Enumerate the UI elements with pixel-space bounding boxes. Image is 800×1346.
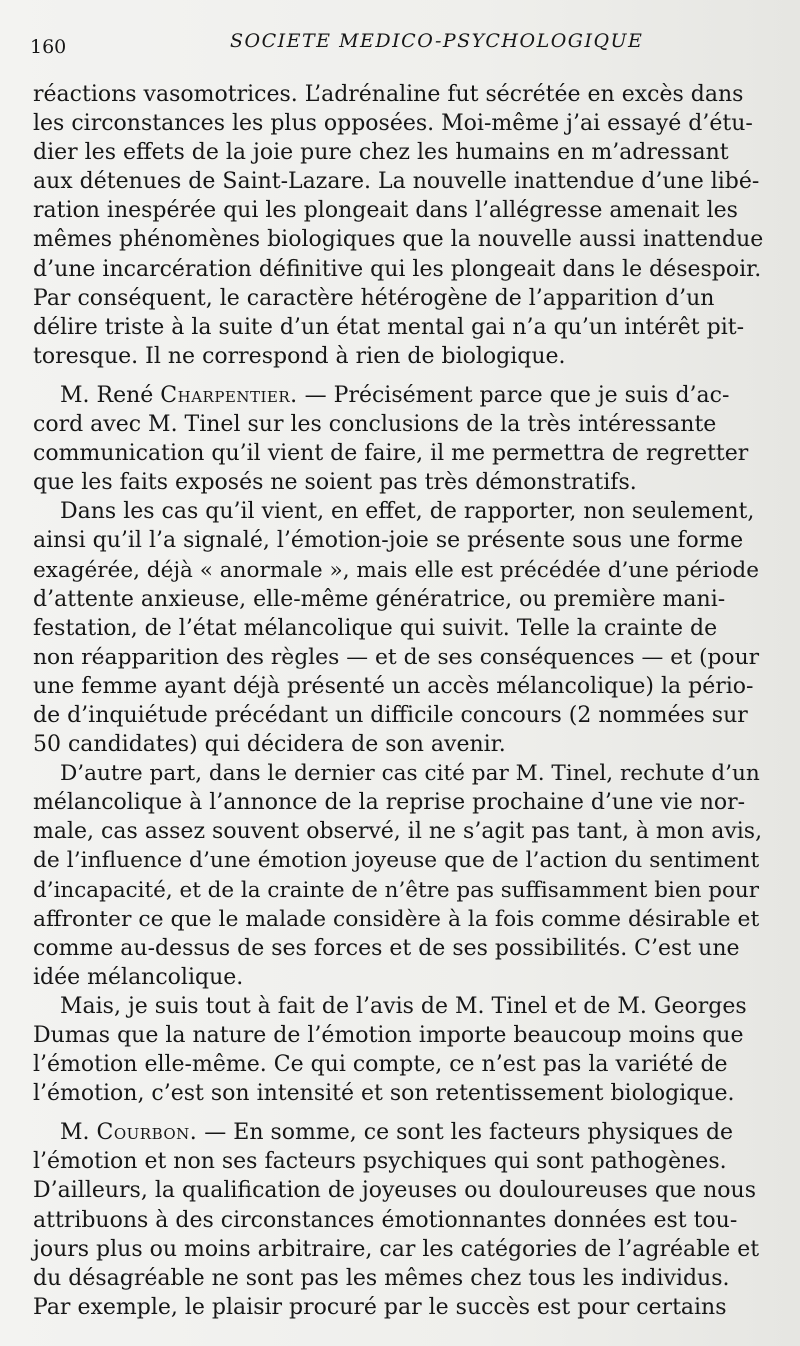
text-line: comme au-dessus de ses forces et de ses possibilités. C’est une: [33, 935, 740, 961]
text-span: — En somme, ce sont les facteurs physiques de: [197, 1120, 734, 1146]
speaker-prefix: M.: [60, 1120, 97, 1146]
text-line: une femme ayant déjà présenté un accès mélancolique) la pério-: [33, 673, 754, 699]
text-line: que les faits exposés ne soient pas très démonstratifs.: [33, 470, 637, 496]
text-line: l’émotion, c’est son intensité et son retentissement biologique.: [33, 1081, 735, 1107]
text-line: ration inespérée qui les plongeait dans l’allégresse amenait les: [33, 198, 738, 224]
text-line: Dans les cas qu’il vient, en effet, de rapporter, non seulement,: [60, 499, 755, 525]
text-line: d’incapacité, et de la crainte de n’être pas suffisamment bien pour: [33, 877, 759, 903]
text-line: de d’inquiétude précédant un difficile concours (2 nommées sur: [33, 702, 748, 728]
text-line: cord avec M. Tinel sur les conclusions de la très intéressante: [33, 412, 717, 438]
text-line: mêmes phénomènes biologiques que la nouvelle aussi inattendue: [33, 227, 764, 253]
text-line: d’attente anxieuse, elle-même génératrice, ou première mani-: [33, 586, 726, 612]
text-line: délire triste à la suite d’un état mental gai n’a qu’un intérêt pit-: [33, 314, 745, 340]
text-line: mélancolique à l’annonce de la reprise prochaine d’une vie nor-: [33, 790, 746, 816]
text-line: Par conséquent, le caractère hétérogène de l’apparition d’un: [33, 285, 715, 311]
text-line: l’émotion et non ses facteurs psychiques qui sont pathogènes.: [33, 1149, 727, 1175]
text-line: dier les effets de la joie pure chez les humains en m’adressant: [33, 140, 729, 166]
paragraph: [33, 759, 763, 992]
paragraph: [33, 992, 763, 1108]
text-line: festation, de l’état mélancolique qui suivit. Telle la crainte de: [33, 615, 718, 641]
text-line: aux détenues de Saint-Lazare. La nouvelle inattendue d’une libé-: [33, 169, 760, 195]
text-line: l’émotion elle-même. Ce qui compte, ce n’est pas la variété de: [33, 1052, 728, 1078]
text-line: Mais, je suis tout à fait de l’avis de M. Tinel et de M. Georges: [60, 993, 747, 1019]
text-line: affronter ce que le malade considère à la fois comme désirable et: [33, 906, 760, 932]
page-header: [30, 28, 770, 62]
text-line: les circonstances les plus opposées. Moi-même j’ai essayé d’étu-: [33, 111, 753, 137]
text-line: [33, 1118, 763, 1147]
text-line: de l’influence d’une émotion joyeuse que de l’action du sentiment: [33, 848, 760, 874]
text-line: [33, 381, 763, 410]
page-number: 160: [30, 36, 67, 58]
body-text: [33, 80, 763, 1322]
paragraph: [33, 381, 763, 497]
speaker-name: Courbon.: [96, 1120, 198, 1146]
speaker-prefix: M. René: [60, 382, 161, 408]
paragraph: [33, 497, 763, 759]
paragraph: [33, 80, 763, 371]
text-line: jours plus ou moins arbitraire, car les catégories de l’agréable et: [33, 1236, 760, 1262]
text-line: attribuons à des circonstances émotionnantes données est tou-: [33, 1207, 738, 1233]
text-line: ainsi qu’il l’a signalé, l’émotion-joie se présente sous une forme: [33, 528, 744, 554]
text-line: male, cas assez souvent observé, il ne s’agit pas tant, à mon avis,: [33, 819, 763, 845]
text-line: exagérée, déjà « anormale », mais elle est précédée d’une période: [33, 557, 759, 583]
text-line: Par exemple, le plaisir procuré par le succès est pour certains: [33, 1294, 727, 1320]
text-line: idée mélancolique.: [33, 964, 244, 990]
text-line: d’une incarcération définitive qui les plongeait dans le désespoir.: [33, 256, 762, 282]
text-line: toresque. Il ne correspond à rien de biologique.: [33, 343, 566, 369]
running-title: SOCIETE MEDICO-PSYCHOLOGIQUE: [230, 30, 644, 52]
text-line: non réapparition des règles — et de ses conséquences — et (pour: [33, 644, 760, 670]
text-line: du désagréable ne sont pas les mêmes chez tous les individus.: [33, 1265, 730, 1291]
text-line: D’autre part, dans le dernier cas cité par M. Tinel, rechute d’un: [60, 761, 760, 787]
text-span: — Précisément parce que je suis d’ac-: [297, 382, 730, 408]
text-line: communication qu’il vient de faire, il me permettra de regretter: [33, 441, 749, 467]
paragraph: [33, 1118, 763, 1322]
text-line: D’ailleurs, la qualification de joyeuses ou douloureuses que nous: [33, 1178, 756, 1204]
speaker-name: Charpentier.: [160, 382, 298, 408]
text-line: Dumas que la nature de l’émotion importe beaucoup moins que: [33, 1023, 744, 1048]
text-line: 50 candidates) qui décidera de son avenir.: [33, 732, 506, 758]
text-line: réactions vasomotrices. L’adrénaline fut sécrétée en excès dans: [33, 82, 744, 107]
